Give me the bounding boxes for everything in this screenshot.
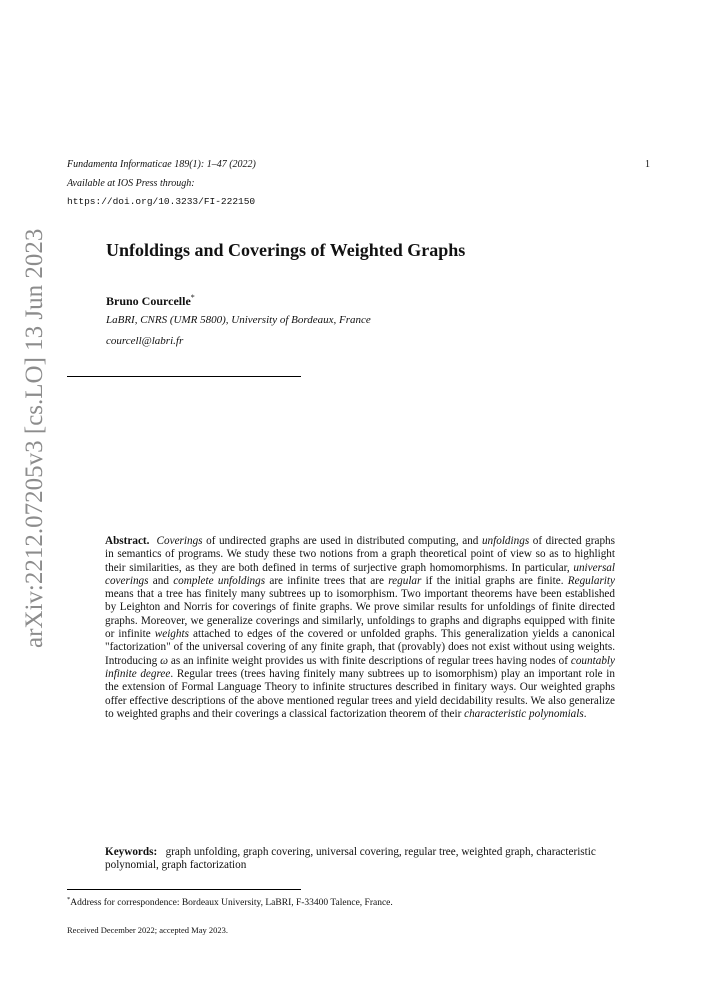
abstract-emphasis: countably infinite degree	[105, 654, 615, 680]
abstract-label: Abstract.	[105, 535, 150, 547]
abstract-emphasis: characteristic polynomials	[464, 707, 584, 720]
abstract-emphasis: unfoldings	[481, 535, 530, 547]
availability-note: Available at IOS Press through:	[67, 178, 195, 189]
author-name-text: Bruno Courcelle	[106, 294, 191, 308]
footnote-marker: *	[67, 896, 71, 903]
header-separator-rule	[67, 376, 301, 377]
keywords-label: Keywords:	[105, 846, 158, 858]
abstract-text: of undirected graphs are used in distributed computing, and	[202, 535, 482, 547]
keywords-block	[105, 846, 615, 873]
received-dates: Received December 2022; accepted May 2023.	[67, 925, 228, 935]
footnote	[67, 894, 393, 909]
doi-link[interactable]: https://doi.org/10.3233/FI-222150	[67, 196, 256, 207]
author-footnote-marker: *	[190, 293, 195, 302]
abstract-block	[105, 535, 615, 721]
abstract-paragraph	[105, 535, 615, 721]
paper-title: Unfoldings and Coverings of Weighted Graphs	[106, 240, 466, 260]
abstract-text: . Regular trees (trees having finitely many subtrees up to isomorphism) play an important role in the extension of Formal Language Theory to infinite structures described in finitary ways. Our weighted graphs offer effective descriptions of the above mentioned regular trees and yield decidability results. We also generalize to weighted graphs and their coverings a classical factorization theorem of their	[105, 667, 615, 720]
abstract-text: .	[583, 707, 587, 720]
arxiv-identifier-stamp: arXiv:2212.07205v3 [cs.LO] 13 Jun 2023	[21, 228, 48, 648]
footnote-separator-rule	[67, 889, 301, 890]
abstract-text: if the initial graphs are finite.	[421, 574, 568, 587]
abstract-emphasis: complete unfoldings	[173, 574, 266, 587]
abstract-text: means that a tree has finitely many subtrees up to isomorphism. Two important theorems have been established by Leighton and Norris for coverings of finite graphs. We prove similar results for unfoldings of finite directed graphs. Moreover, we generalize coverings and similarly, unfoldings to graphs and digraphs equipped with finite or infinite	[105, 588, 615, 641]
abstract-text: attached to edges of the covered or unfolded graphs. This generalization yields a canonical "factorization" of the universal covering of any finite graph, that (provably) does not exist without using weights. Introducing	[105, 628, 615, 667]
keywords-text: graph unfolding, graph covering, universal covering, regular tree, weighted graph, characteristic polynomial, graph factorization	[105, 846, 596, 872]
author-affiliation: LaBRI, CNRS (UMR 5800), University of Bordeaux, France	[106, 314, 371, 326]
abstract-emphasis: Coverings	[156, 535, 203, 547]
journal-citation: Fundamenta Informaticae 189(1): 1–47 (2022)	[67, 159, 256, 170]
abstract-emphasis: ω	[160, 654, 168, 667]
page-number: 1	[645, 159, 650, 170]
abstract-emphasis: regular	[388, 574, 422, 587]
abstract-text: as an infinite weight provides us with finite descriptions of regular trees having nodes of	[168, 654, 571, 667]
author-name	[106, 290, 195, 309]
footnote-text: Address for correspondence: Bordeaux University, LaBRI, F-33400 Talence, France.	[70, 898, 393, 909]
abstract-text: are infinite trees that are	[265, 574, 389, 587]
abstract-emphasis: weights	[154, 628, 189, 641]
abstract-text: of directed graphs in semantics of programs. We study these two notions from a graph theoretical point of view so as to highlight their similarities, as they are both defined in terms of surjective graph homomorphisms. In particular,	[105, 535, 616, 574]
abstract-emphasis: Regularity	[567, 574, 615, 587]
abstract-body	[105, 535, 615, 720]
abstract-emphasis: universal coverings	[105, 561, 615, 587]
author-email[interactable]: courcell@labri.fr	[106, 335, 184, 347]
abstract-text: and	[148, 574, 174, 587]
